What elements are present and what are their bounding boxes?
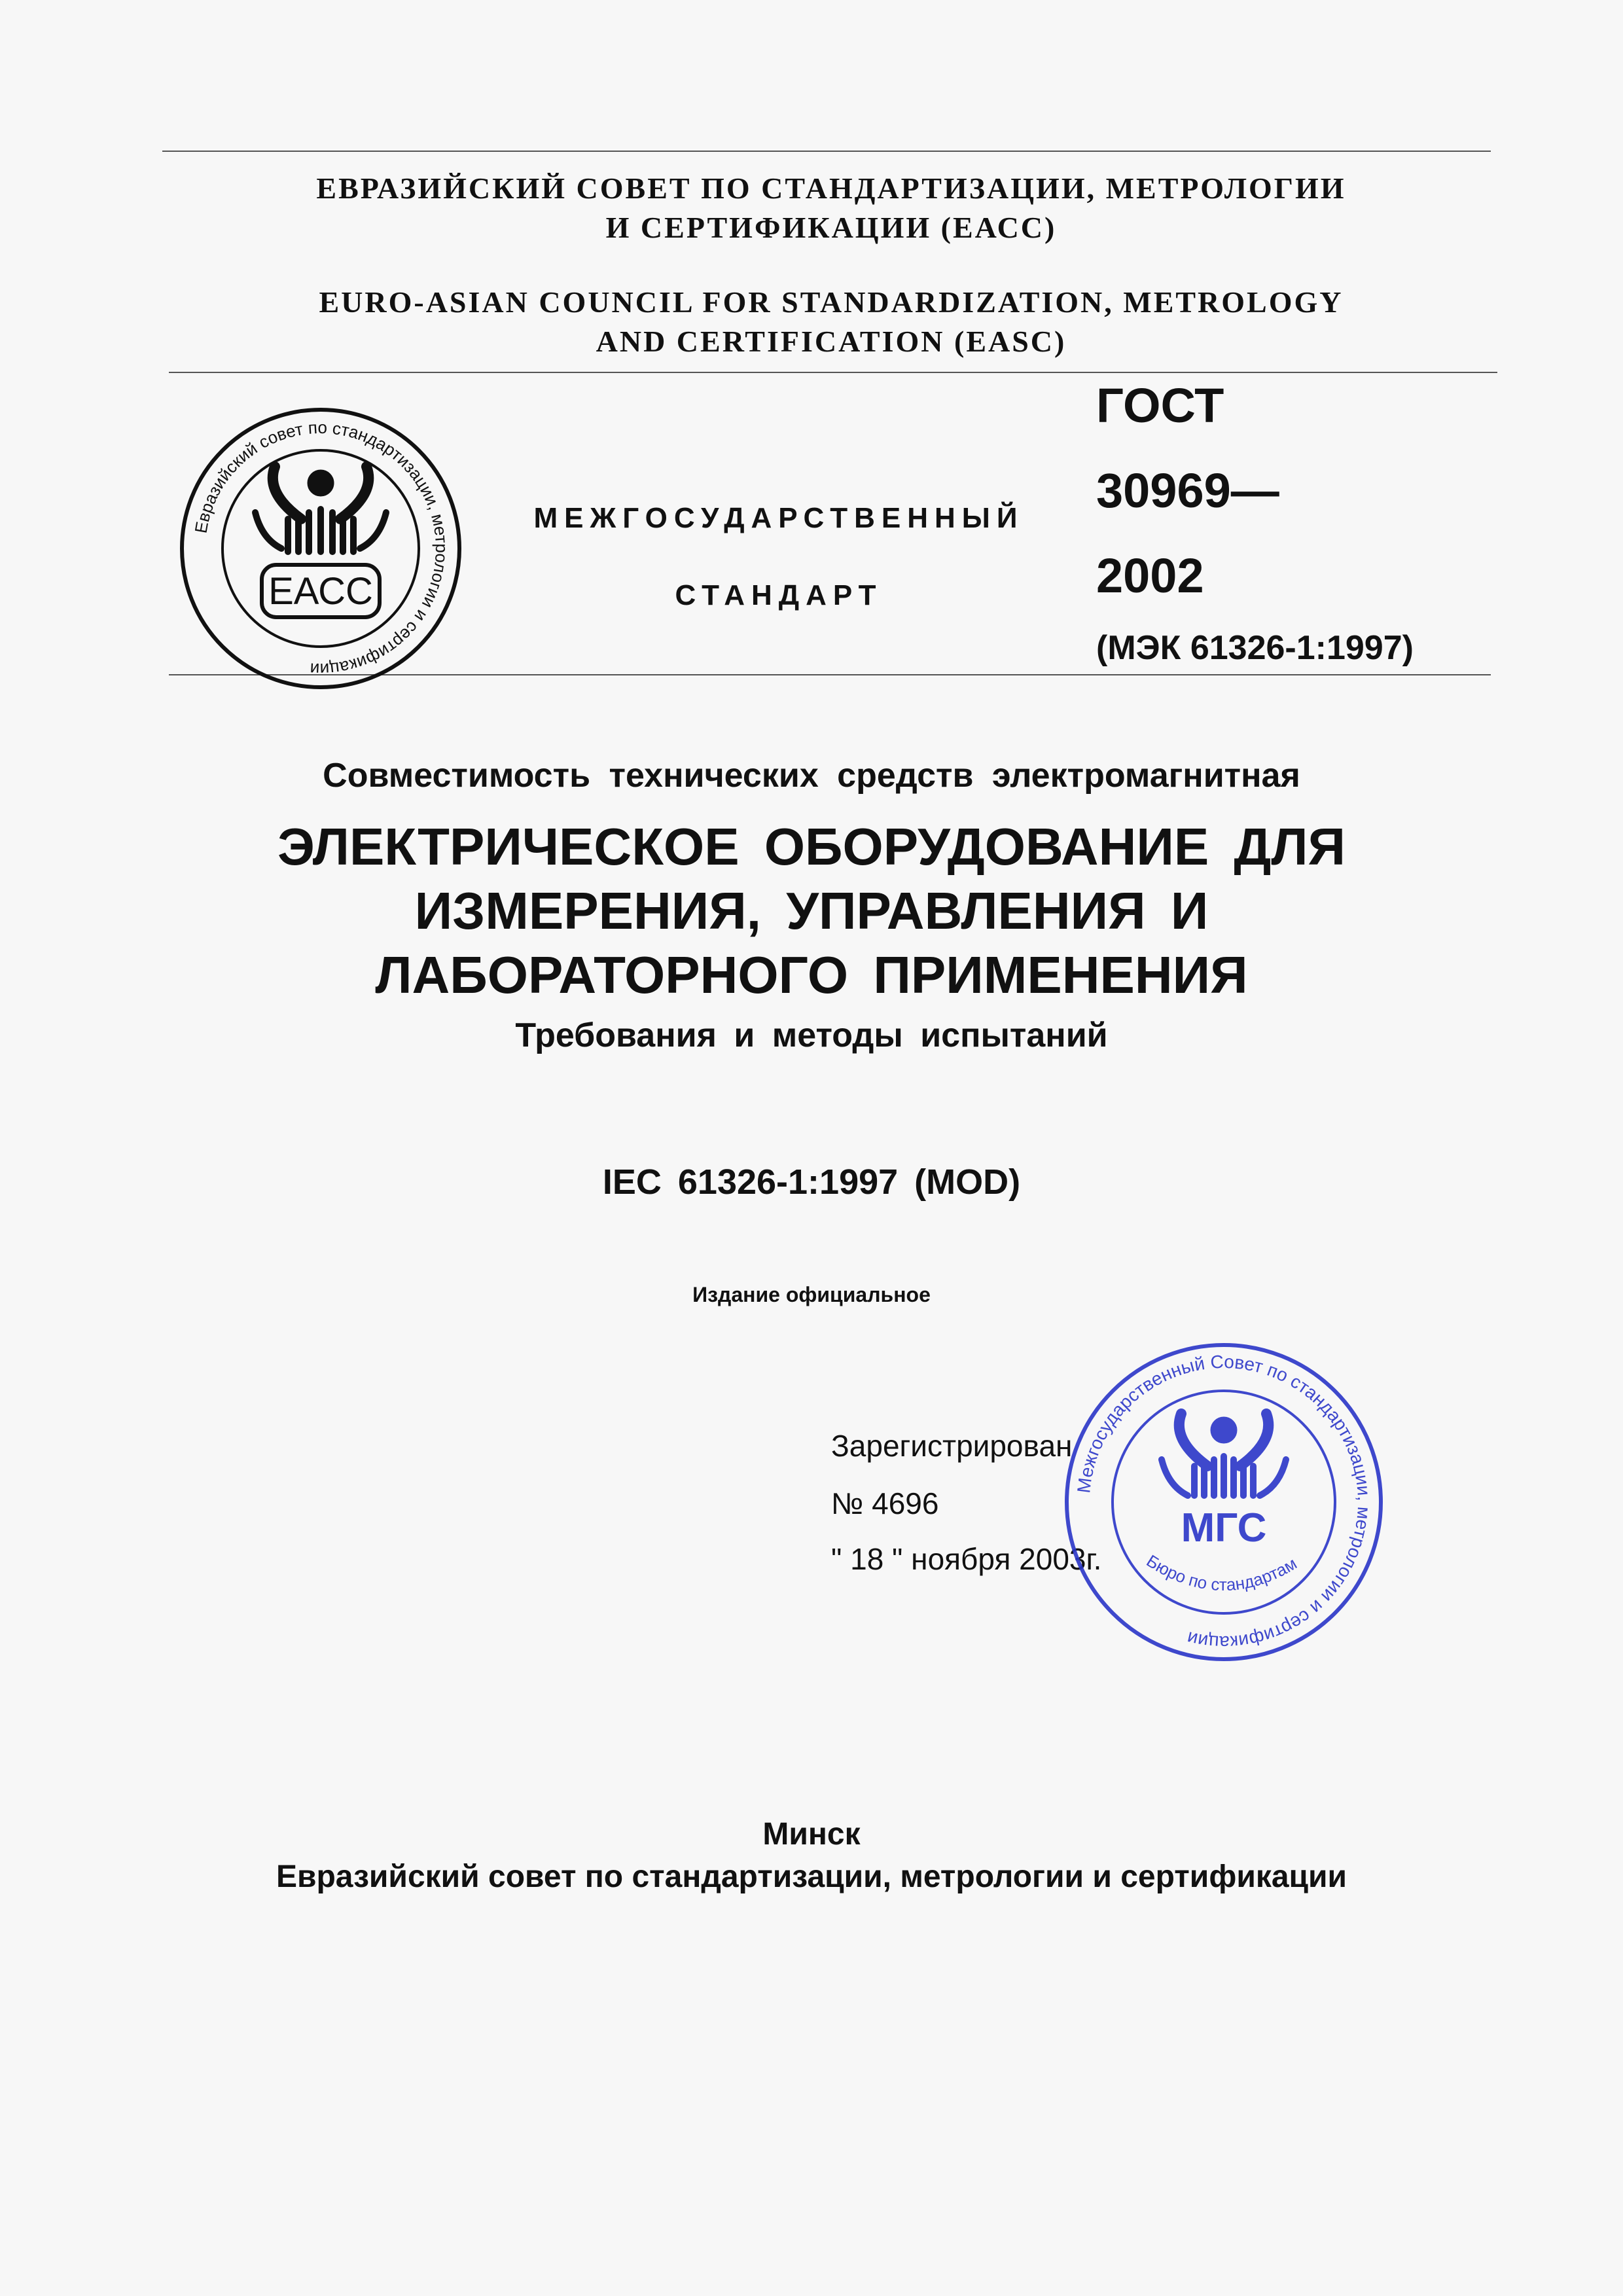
standard-type-line1: МЕЖГОСУДАРСТВЕННЫЙ (533, 502, 1024, 534)
council-name-en (164, 283, 1499, 361)
title-main (0, 815, 1623, 1007)
title-main-line1: ЭЛЕКТРИЧЕСКОЕ ОБОРУДОВАНИЕ ДЛЯ (277, 817, 1346, 876)
standard-type-line2: СТАНДАРТ (675, 579, 883, 611)
stamp-inner-text: Бюро по стандартам (1143, 1551, 1300, 1595)
registration-label: Зарегистрирован (831, 1429, 1073, 1463)
eacc-abbr: ЕАСС (268, 570, 373, 613)
eacc-ring-text: Евразийский совет по стандартизации, метрологии и сертификации (190, 417, 452, 680)
title-subtitle: Требования и методы испытаний (515, 1016, 1108, 1054)
council-name-ru (164, 169, 1499, 247)
council-name-ru-line1: ЕВРАЗИЙСКИЙ СОВЕТ ПО СТАНДАРТИЗАЦИИ, МЕТРОЛОГИИ (316, 171, 1346, 205)
publication-city: Минск (762, 1817, 861, 1852)
registration-number: № 4696 (831, 1486, 939, 1520)
eacc-logo (177, 404, 465, 692)
publisher-name: Евразийский совет по стандартизации, метрологии и сертификации (276, 1859, 1347, 1894)
council-name-en-line2: AND CERTIFICATION (EASC) (596, 325, 1067, 358)
council-name-en-line1: EURO-ASIAN COUNCIL FOR STANDARDIZATION, METROLOGY (319, 285, 1344, 319)
gost-year: 2002 (1096, 548, 1204, 603)
stamp-ring-text: Межгосударственный Совет по стандартизации, метрологии и сертификации (1073, 1351, 1375, 1653)
title-main-line2: ИЗМЕРЕНИЯ, УПРАВЛЕНИЯ И (414, 882, 1209, 940)
title-subject: Совместимость технических средств электромагнитная (323, 757, 1300, 795)
gost-label: ГОСТ (1096, 378, 1224, 433)
stamp-abbr: МГС (1181, 1505, 1267, 1551)
mgs-stamp (1060, 1338, 1387, 1666)
eacc-emblem-icon (255, 467, 386, 552)
iec-reference: (МЭК 61326-1:1997) (1096, 629, 1414, 667)
mgs-emblem-icon (1162, 1414, 1286, 1496)
iec-designation: IEC 61326-1:1997 (MOD) (602, 1162, 1021, 1202)
gost-number: 30969— (1096, 463, 1279, 518)
edition-note: Издание официальное (692, 1283, 931, 1306)
header-top-rule (162, 151, 1491, 152)
registration-date: " 18 " ноября 2003г. (831, 1542, 1102, 1576)
gost-designation (1096, 363, 1522, 677)
title-main-line3: ЛАБОРАТОРНОГО ПРИМЕНЕНИЯ (375, 946, 1248, 1004)
council-name-ru-line2: И СЕРТИФИКАЦИИ (ЕАСС) (605, 211, 1057, 244)
